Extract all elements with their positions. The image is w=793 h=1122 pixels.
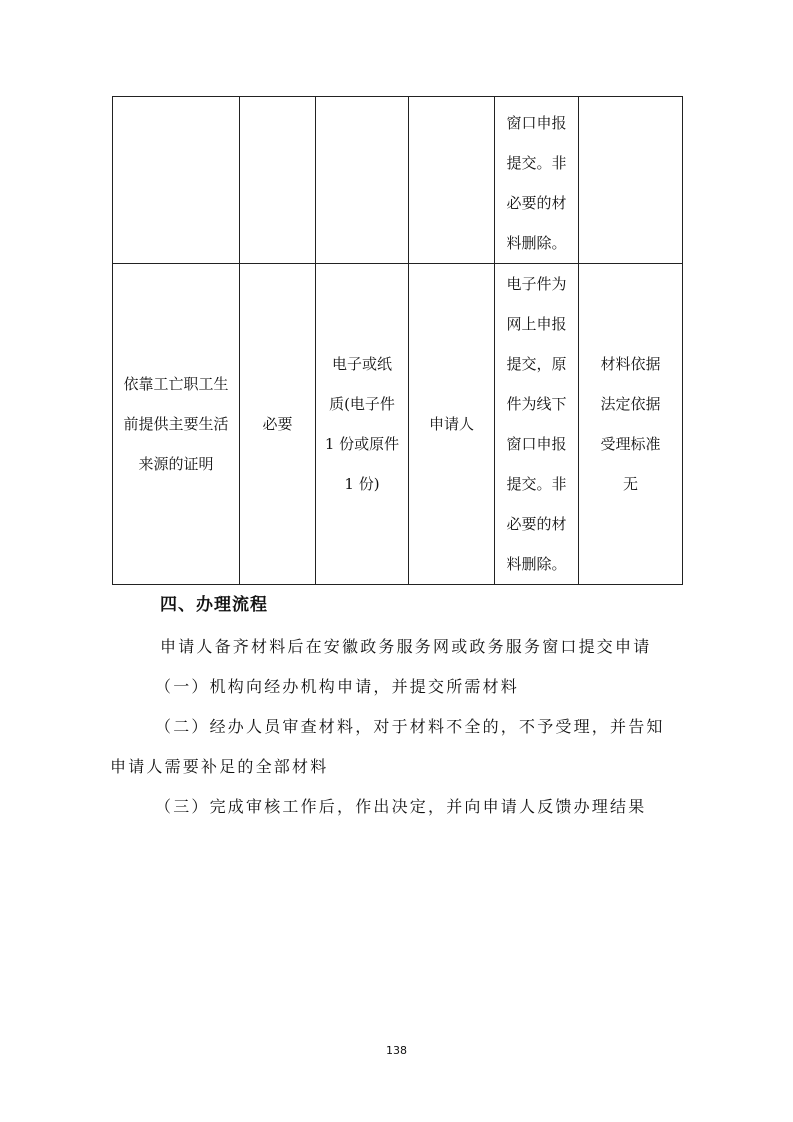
basis-cell [579,97,683,264]
notes-line: 提交。非 [506,154,567,172]
material-name-cell [113,264,240,585]
notes-line: 料删除。 [506,555,567,573]
process-step-continuation: 申请人需要补足的全部材料 [110,757,329,776]
process-step: （三）完成审核工作后，作出决定，并向申请人反馈办理结果 [155,797,647,816]
form-line: 质(电子件 [329,395,395,413]
process-intro: 申请人备齐材料后在安徽政务服务网或政务服务窗口提交申请 [160,637,652,656]
form-line: 电子或纸 [331,355,392,373]
basis-cell [579,264,683,585]
notes-line: 电子件为 [506,275,567,293]
notes-line: 必要的材 [506,515,567,533]
basis-line: 无 [622,475,638,493]
form-line: 1 份或原件 [324,435,400,453]
notes-line: 必要的材 [506,194,567,212]
materials-table [112,96,683,585]
basis-line: 材料依据 [600,355,661,373]
notes-line: 窗口申报 [506,435,567,453]
form-cell [316,264,409,585]
provider-value: 申请人 [428,415,474,433]
notes-cell [495,97,579,264]
notes-line: 件为线下 [506,395,567,413]
notes-line: 网上申报 [506,315,567,333]
page-number: 138 [386,1044,407,1057]
provider-cell [409,97,495,264]
section-heading: 四、办理流程 [160,595,268,615]
basis-line: 法定依据 [600,395,661,413]
process-step: （二）经办人员审查材料，对于材料不全的，不予受理，并告知 [155,717,665,736]
notes-line: 提交，原 [506,355,567,373]
table-row [113,264,683,585]
material-name-cell [113,97,240,264]
notes-line: 窗口申报 [506,114,567,132]
notes-line: 料删除。 [506,234,567,252]
material-name-line: 依靠工亡职工生 [123,375,229,393]
required-cell [240,264,316,585]
notes-cell [495,264,579,585]
required-value: 必要 [262,415,293,433]
material-name-line: 前提供主要生活 [123,415,229,433]
process-step: （一）机构向经办机构申请，并提交所需材料 [155,677,520,696]
form-cell [316,97,409,264]
notes-line: 提交。非 [506,475,567,493]
table-row [113,97,683,264]
form-line: 1 份) [344,475,380,493]
provider-cell [409,264,495,585]
material-name-line: 来源的证明 [138,455,214,473]
required-cell [240,97,316,264]
basis-line: 受理标准 [600,435,661,453]
